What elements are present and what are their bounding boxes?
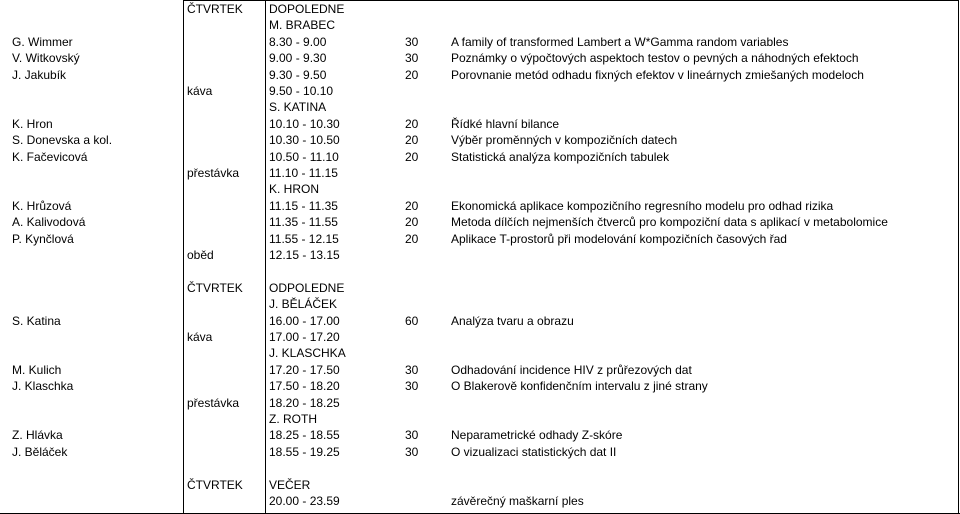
- talk-time: 9.00 - 9.30: [269, 51, 327, 66]
- talk-title: Výběr proměnných v kompozičních datech: [451, 133, 678, 148]
- chair-row: [0, 99, 960, 115]
- chair-name: Z. ROTH: [269, 412, 317, 426]
- talk-time: 17.20 - 17.50: [269, 362, 340, 377]
- speaker-name: A. Kalivodová: [12, 215, 86, 230]
- talk-duration: 30: [405, 379, 419, 394]
- talk-title: Ekonomická aplikace kompozičního regresního modelu pro odhad rizika: [451, 198, 834, 213]
- talk-title: Poznámky o výpočtových aspektoch testov o pevných a náhodných efektoch: [451, 51, 859, 66]
- session-heading-row: [0, 477, 960, 493]
- talk-duration: 20: [405, 198, 419, 213]
- break-label: káva: [187, 330, 213, 344]
- speaker-name: S. Donevska a kol.: [12, 133, 113, 148]
- speaker-name: V. Witkovský: [12, 51, 80, 66]
- chair-row: [0, 345, 960, 361]
- talk-duration: 30: [405, 34, 419, 49]
- talk-row: [0, 444, 960, 460]
- talk-time: 10.10 - 10.30: [269, 116, 340, 131]
- talk-row: [0, 116, 960, 132]
- talk-duration: 20: [405, 116, 419, 131]
- evening-row: [0, 493, 960, 509]
- chair-name: J. BĚLÁČEK: [269, 297, 338, 312]
- talk-duration: 20: [405, 133, 419, 148]
- session-part: DOPOLEDNE: [269, 2, 345, 16]
- talk-duration: 30: [405, 428, 419, 443]
- talk-title: Řídké hlavní bilance: [451, 116, 560, 131]
- speaker-name: K. Fačevicová: [12, 149, 88, 164]
- talk-time: 11.35 - 11.55: [269, 215, 338, 230]
- break-label: káva: [187, 84, 213, 98]
- talk-row: [0, 378, 960, 394]
- session-part: VEČER: [269, 477, 311, 492]
- talk-duration: 20: [405, 149, 419, 164]
- speaker-name: S. Katina: [12, 313, 61, 328]
- talk-row: [0, 198, 960, 214]
- speaker-name: J. Klaschka: [12, 379, 74, 394]
- break-row: [0, 247, 960, 263]
- talk-title: Neparametrické odhady Z-skóre: [451, 428, 623, 443]
- talk-row: [0, 34, 960, 50]
- speaker-name: M. Kulich: [12, 362, 62, 377]
- speaker-name: J. Běláček: [12, 444, 68, 459]
- talk-duration: 20: [405, 231, 419, 246]
- speaker-name: J. Jakubík: [12, 67, 67, 82]
- break-time: 11.10 - 11.15: [269, 166, 338, 180]
- break-row: [0, 83, 960, 99]
- talk-title: A family of transformed Lambert a W*Gamma random variables: [451, 34, 789, 49]
- talk-title: Metoda dílčích nejmenších čtverců pro kompoziční data s aplikací v metabolomice: [451, 215, 888, 230]
- session-day: ČTVRTEK: [187, 280, 243, 295]
- chair-name: J. KLASCHKA: [269, 346, 346, 361]
- break-label: přestávka: [187, 395, 240, 410]
- break-time: 17.00 - 17.20: [269, 330, 340, 344]
- break-row: [0, 395, 960, 411]
- break-row: [0, 329, 960, 345]
- talk-title: Statistická analýza kompozičních tabulek: [451, 149, 670, 164]
- talk-time: 10.50 - 11.10: [269, 149, 339, 164]
- talk-row: [0, 132, 960, 148]
- talk-title: O vizualizaci statistických dat II: [451, 444, 617, 459]
- session-day: ČTVRTEK: [187, 2, 243, 16]
- talk-time: 18.55 - 19.25: [269, 444, 340, 459]
- talk-title: Porovnanie metód odhadu fixných efektov v lineárnych zmiešaných modeloch: [451, 67, 864, 82]
- talk-duration: 20: [405, 67, 419, 82]
- session-heading-row: [0, 1, 960, 17]
- session-day: ČTVRTEK: [187, 477, 243, 492]
- talk-time: 17.50 - 18.20: [269, 379, 340, 394]
- break-label: oběd: [187, 248, 214, 262]
- talk-row: [0, 214, 960, 230]
- chair-name: K. HRON: [269, 182, 320, 197]
- chair-row: [0, 181, 960, 197]
- talk-row: [0, 231, 960, 247]
- talk-time: 16.00 - 17.00: [269, 313, 340, 328]
- session-part: ODPOLEDNE: [269, 280, 345, 295]
- talk-time: 10.30 - 10.50: [269, 133, 340, 148]
- talk-title: Aplikace T-prostorů při modelování kompozičních časových řad: [451, 231, 787, 246]
- chair-row: [0, 17, 960, 33]
- talk-row: [0, 149, 960, 165]
- talk-row: [0, 427, 960, 443]
- break-time: 12.15 - 13.15: [269, 248, 340, 262]
- talk-title: Odhadování incidence HIV z průřezových dat: [451, 362, 692, 377]
- speaker-name: G. Wimmer: [12, 34, 73, 49]
- talk-duration: 30: [405, 51, 419, 66]
- evening-title: závěrečný maškarní ples: [451, 494, 584, 508]
- talk-row: [0, 313, 960, 329]
- talk-time: 18.25 - 18.55: [269, 428, 340, 443]
- speaker-name: Z. Hlávka: [12, 428, 63, 443]
- talk-time: 9.30 - 9.50: [269, 67, 327, 82]
- talk-duration: 30: [405, 444, 419, 459]
- chair-name: S. KATINA: [269, 100, 327, 115]
- talk-row: [0, 50, 960, 66]
- talk-title: O Blakerově konfidenčním intervalu z jiné strany: [451, 379, 708, 394]
- chair-row: [0, 411, 960, 427]
- talk-title: Analýza tvaru a obrazu: [451, 313, 574, 328]
- talk-time: 11.15 - 11.35: [269, 198, 338, 213]
- evening-time: 20.00 - 23.59: [269, 494, 340, 508]
- speaker-name: K. Hron: [12, 116, 53, 131]
- talk-duration: 60: [405, 313, 419, 328]
- talk-row: [0, 67, 960, 83]
- talk-time: 11.55 - 12.15: [269, 231, 339, 246]
- break-label: přestávka: [187, 166, 240, 180]
- talk-duration: 30: [405, 362, 419, 377]
- talk-duration: 20: [405, 215, 419, 230]
- talk-row: [0, 362, 960, 378]
- chair-name: M. BRABEC: [269, 18, 336, 33]
- break-time: 9.50 - 10.10: [269, 84, 334, 98]
- break-row: [0, 165, 960, 181]
- speaker-name: P. Kynčlová: [12, 231, 74, 246]
- chair-row: [0, 296, 960, 312]
- break-time: 18.20 - 18.25: [269, 395, 340, 410]
- talk-time: 8.30 - 9.00: [269, 34, 327, 49]
- session-heading-row: [0, 280, 960, 296]
- speaker-name: K. Hrůzová: [12, 198, 72, 213]
